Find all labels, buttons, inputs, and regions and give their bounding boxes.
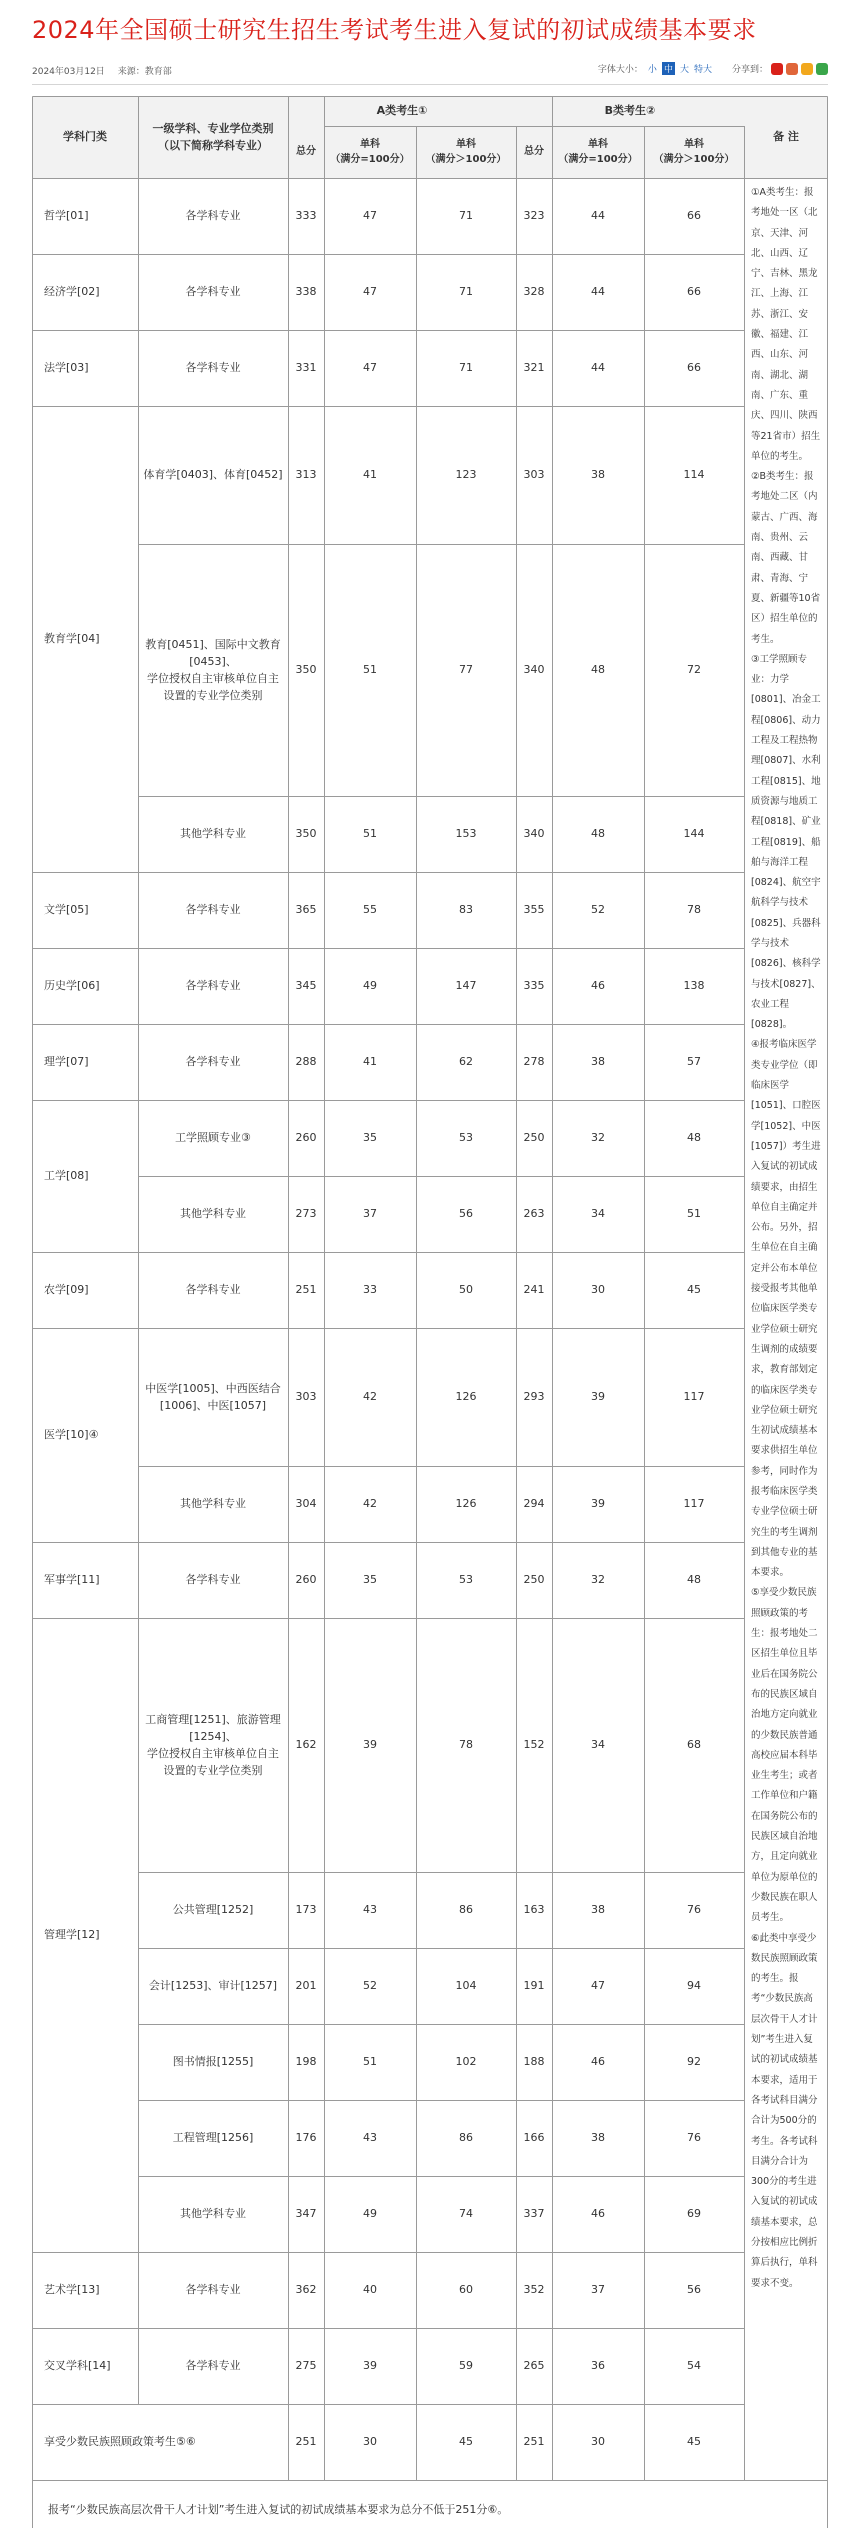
score-cell-b-total: 335 (523, 979, 545, 993)
score-cell-a-s1: 39 (363, 1738, 377, 1752)
score-cell-b-total: 265 (523, 2359, 545, 2373)
category-cell: 各学科专业 (185, 209, 241, 223)
score-cell-a-s1: 55 (363, 903, 377, 917)
score-cell-a-s2: 78 (459, 1738, 473, 1752)
score-cell-a-s2: 62 (459, 1055, 473, 1069)
subject-cell: 管理学[12] (44, 1928, 100, 1942)
score-cell-a-s1: 49 (363, 2207, 377, 2221)
subject-cell: 哲学[01] (44, 209, 89, 223)
score-cell-a-s1: 52 (363, 1979, 377, 1993)
subject-cell: 理学[07] (44, 1055, 89, 1069)
score-cell-a-s1: 43 (363, 2131, 377, 2145)
score-cell-a-total: 350 (295, 827, 317, 841)
score-cell-b-s2: 66 (687, 209, 701, 223)
category-cell: 各学科专业 (185, 1283, 241, 1297)
score-cell-a-total: 347 (295, 2207, 317, 2221)
score-cell-b-s1: 44 (591, 285, 605, 299)
font-size-xlarge[interactable]: 特大 (693, 65, 712, 75)
col-header-single2: 单科 （满分＞100分） (425, 138, 507, 165)
score-cell-b-total: 352 (523, 2283, 545, 2297)
wechat-share-icon[interactable] (816, 63, 828, 75)
score-cell-a-total: 251 (295, 2435, 317, 2449)
font-size-medium[interactable]: 中 (662, 62, 675, 75)
remark-item: ②B类考生：报考地处二区（内蒙古、广西、海南、贵州、云南、西藏、甘肃、青海、宁夏、新疆等10省区）招生单位的考生。 (751, 471, 821, 645)
score-cell-a-total: 288 (295, 1055, 317, 1069)
col-header-total: 总分 (296, 146, 316, 158)
score-cell-a-s1: 43 (363, 1903, 377, 1917)
subject-cell: 军事学[11] (44, 1573, 100, 1587)
score-cell-a-s2: 53 (459, 1131, 473, 1145)
score-cell-a-s1: 37 (363, 1207, 377, 1221)
score-cell-b-s2: 76 (687, 1903, 701, 1917)
col-header-subject: 学科门类 (63, 130, 107, 144)
score-cell-b-s2: 114 (683, 468, 705, 482)
score-cell-b-s1: 30 (591, 1283, 605, 1297)
publish-date: 2024年03月12日 (32, 67, 105, 77)
category-cell: 教育[0451]、国际中文教育[0453]、 学位授权自主审核单位自主设置的专业学位类别 (145, 637, 281, 703)
score-cell-b-total: 263 (523, 1207, 545, 1221)
score-cell-a-s2: 123 (455, 468, 477, 482)
score-cell-b-total: 152 (523, 1738, 545, 1752)
score-cell-b-s1: 48 (591, 827, 605, 841)
score-cell-b-total: 340 (523, 827, 545, 841)
score-cell-a-s2: 147 (455, 979, 477, 993)
score-cell-b-total: 321 (523, 361, 545, 375)
meta-tools (598, 62, 828, 75)
score-cell-b-s2: 56 (687, 2283, 701, 2297)
title-divider (32, 84, 828, 85)
score-cell-b-s2: 48 (687, 1573, 701, 1587)
score-cell-a-s1: 40 (363, 2283, 377, 2297)
score-cell-a-s2: 153 (455, 827, 477, 841)
subject-cell: 工学[08] (44, 1169, 89, 1183)
score-cell-b-total: 251 (523, 2435, 545, 2449)
score-cell-b-s1: 30 (591, 2435, 605, 2449)
category-cell: 图书情报[1255] (172, 2055, 254, 2069)
remark-item: ⑥此类中享受少数民族照顾政策的考生。报考“少数民族高层次骨干人才计划”考生进入复试的初试成绩基本要求，适用于各考试科目满分合计为500分的考生。各考试科目满分合计为300分的考生进入复试的初试成绩基本要求，总分按相应比例折算后执行，单科要求不变。 (751, 1932, 818, 2289)
score-cell-a-total: 331 (295, 361, 317, 375)
remark-item: ③工学照顾专业：力学[0801]、冶金工程[0806]、动力工程及工程热物理[0807]、水利工程[0815]、地质资源与地质工程[0818]、矿业工程[0819]、船舶与海洋工程[0824]、航空宇航科学与技术[0825]、兵器科学与技术[0826]、核科学与技术[0827]、农业工程[0828]。 (751, 653, 821, 1031)
category-cell: 工程管理[1256] (172, 2131, 254, 2145)
subject-cell: 法学[03] (44, 361, 89, 375)
score-cell-a-s2: 74 (459, 2207, 473, 2221)
score-cell-b-total: 355 (523, 903, 545, 917)
page-title: 2024年全国硕士研究生招生考试考生进入复试的初试成绩基本要求 (32, 16, 757, 44)
score-cell-b-total: 323 (523, 209, 545, 223)
category-cell: 各学科专业 (185, 2359, 241, 2373)
score-cell-a-s1: 42 (363, 1497, 377, 1511)
score-cell-b-s1: 34 (591, 1207, 605, 1221)
score-cell-a-s2: 71 (459, 209, 473, 223)
score-cell-a-s1: 51 (363, 827, 377, 841)
score-cell-b-s1: 38 (591, 1055, 605, 1069)
subject-cell: 享受少数民族照顾政策考生⑤⑥ (44, 2435, 196, 2449)
share-label: 分享到： (731, 65, 768, 75)
score-cell-b-total: 278 (523, 1055, 545, 1069)
category-cell: 公共管理[1252] (172, 1903, 254, 1917)
score-cell-b-s2: 66 (687, 361, 701, 375)
score-cell-a-s2: 104 (455, 1979, 477, 1993)
col-header-b-group: B类考生② (604, 104, 656, 118)
score-table (32, 96, 828, 2528)
category-cell: 各学科专业 (185, 903, 241, 917)
score-cell-b-s2: 94 (687, 1979, 701, 1993)
score-cell-a-s2: 53 (459, 1573, 473, 1587)
score-cell-a-s2: 126 (455, 1390, 477, 1404)
score-cell-b-s2: 78 (687, 903, 701, 917)
score-cell-b-s2: 57 (687, 1055, 701, 1069)
score-cell-a-s1: 35 (363, 1131, 377, 1145)
score-cell-a-s1: 41 (363, 1055, 377, 1069)
category-cell: 会计[1253]、审计[1257] (148, 1979, 278, 1993)
score-cell-a-total: 303 (295, 1390, 317, 1404)
qzone-share-icon[interactable] (786, 63, 798, 75)
col-header-total: 总分 (524, 146, 544, 158)
score-cell-a-s1: 39 (363, 2359, 377, 2373)
font-size-switcher (598, 62, 712, 75)
score-cell-b-s2: 117 (683, 1497, 705, 1511)
remarks-cell (745, 179, 827, 2479)
score-cell-b-total: 250 (523, 1131, 545, 1145)
category-cell: 其他学科专业 (180, 1497, 246, 1511)
col-header-single1: 单科 （满分=100分） (558, 138, 638, 165)
score-cell-a-total: 260 (295, 1573, 317, 1587)
score-cell-a-s2: 86 (459, 2131, 473, 2145)
score-cell-b-s1: 37 (591, 2283, 605, 2297)
score-cell-a-s1: 51 (363, 2055, 377, 2069)
score-cell-a-s1: 33 (363, 1283, 377, 1297)
score-cell-b-s1: 46 (591, 979, 605, 993)
score-cell-b-total: 250 (523, 1573, 545, 1587)
subject-cell: 交叉学科[14] (44, 2359, 111, 2373)
score-cell-a-total: 345 (295, 979, 317, 993)
score-cell-a-s2: 60 (459, 2283, 473, 2297)
category-cell: 各学科专业 (185, 2283, 241, 2297)
score-cell-a-s1: 35 (363, 1573, 377, 1587)
table-footnote: 报考“少数民族高层次骨干人才计划”考生进入复试的初试成绩基本要求为总分不低于251分⑥。 (48, 2503, 509, 2516)
subject-cell: 艺术学[13] (44, 2283, 100, 2297)
score-cell-b-s2: 45 (687, 1283, 701, 1297)
col-header-remarks: 备 注 (773, 130, 799, 144)
score-cell-b-s1: 52 (591, 903, 605, 917)
col-header-single2: 单科 （满分＞100分） (653, 138, 735, 165)
score-cell-b-s2: 138 (683, 979, 705, 993)
score-cell-b-s1: 32 (591, 1573, 605, 1587)
score-cell-b-s1: 39 (591, 1497, 605, 1511)
score-cell-a-total: 273 (295, 1207, 317, 1221)
col-header-category: 一级学科、专业学位类别 （以下简称学科专业） (152, 121, 274, 152)
score-cell-b-s1: 46 (591, 2207, 605, 2221)
score-cell-b-total: 340 (523, 663, 545, 677)
score-cell-a-s1: 47 (363, 285, 377, 299)
score-cell-b-s2: 54 (687, 2359, 701, 2373)
score-cell-b-total: 293 (523, 1390, 545, 1404)
score-cell-a-total: 176 (295, 2131, 317, 2145)
score-cell-a-total: 350 (295, 663, 317, 677)
score-cell-b-s2: 144 (683, 827, 705, 841)
remark-item: ⑤享受少数民族照顾政策的考生：报考地处二区招生单位且毕业后在国务院公布的民族区域自治地方定向就业的少数民族普通高校应届本科毕业生考生；或者工作单位和户籍在国务院公布的民族区域自治地方，且定向就业单位为原单位的少数民族在职人员考生。 (751, 1587, 818, 1924)
score-cell-a-s1: 47 (363, 209, 377, 223)
score-cell-a-s1: 42 (363, 1390, 377, 1404)
subject-cell: 文学[05] (44, 903, 89, 917)
score-cell-a-total: 173 (295, 1903, 317, 1917)
score-cell-b-total: 163 (523, 1903, 545, 1917)
score-cell-a-s1: 47 (363, 361, 377, 375)
score-cell-a-total: 275 (295, 2359, 317, 2373)
score-cell-a-total: 338 (295, 285, 317, 299)
qq-share-icon[interactable] (801, 63, 813, 75)
score-cell-a-s1: 49 (363, 979, 377, 993)
score-cell-b-s2: 68 (687, 1738, 701, 1752)
score-cell-b-s1: 44 (591, 209, 605, 223)
article-meta (32, 62, 828, 78)
score-cell-b-total: 241 (523, 1283, 545, 1297)
weibo-share-icon[interactable] (771, 63, 783, 75)
score-cell-b-s1: 48 (591, 663, 605, 677)
score-cell-a-s2: 50 (459, 1283, 473, 1297)
score-cell-b-s2: 66 (687, 285, 701, 299)
font-size-large[interactable]: 大 (679, 65, 689, 75)
score-cell-a-total: 304 (295, 1497, 317, 1511)
subject-cell: 历史学[06] (44, 979, 100, 993)
col-header-single1: 单科 （满分=100分） (330, 138, 410, 165)
score-cell-b-s1: 38 (591, 1903, 605, 1917)
score-cell-a-s2: 59 (459, 2359, 473, 2373)
score-cell-b-s2: 51 (687, 1207, 701, 1221)
score-cell-a-s2: 77 (459, 663, 473, 677)
score-cell-b-s1: 36 (591, 2359, 605, 2373)
score-cell-a-s2: 71 (459, 285, 473, 299)
score-cell-b-s1: 46 (591, 2055, 605, 2069)
score-cell-a-s2: 71 (459, 361, 473, 375)
score-cell-b-s1: 39 (591, 1390, 605, 1404)
subject-cell: 教育学[04] (44, 632, 100, 646)
score-cell-a-s2: 45 (459, 2435, 473, 2449)
score-cell-b-s2: 69 (687, 2207, 701, 2221)
score-cell-a-s2: 102 (455, 2055, 477, 2069)
score-cell-a-total: 251 (295, 1283, 317, 1297)
score-cell-b-s1: 47 (591, 1979, 605, 1993)
remark-item: ④报考临床医学类专业学位（即临床医学[1051]、口腔医学[1052]、中医[1057]）考生进入复试的初试成绩要求，由招生单位自主确定并公布。另外，招生单位在自主确定并公布本单位接受报考其他单位临床医学类专业学位硕士研究生调剂的成绩要求，教育部划定的临床医学类专业学位硕士研究生初试成绩基本要求供招生单位参考，同时作为报考临床医学类专业学位硕士研究生的考生调剂到其他专业的基本要求。 (751, 1039, 821, 1579)
score-cell-a-s2: 86 (459, 1903, 473, 1917)
score-cell-b-s1: 32 (591, 1131, 605, 1145)
score-cell-a-total: 365 (295, 903, 317, 917)
score-cell-b-s1: 38 (591, 2131, 605, 2145)
score-cell-b-total: 166 (523, 2131, 545, 2145)
meta-info (32, 64, 182, 77)
score-cell-b-total: 303 (523, 468, 545, 482)
category-cell: 各学科专业 (185, 979, 241, 993)
category-cell: 各学科专业 (185, 285, 241, 299)
score-cell-a-total: 333 (295, 209, 317, 223)
score-cell-b-s1: 44 (591, 361, 605, 375)
subject-cell: 经济学[02] (44, 285, 100, 299)
remark-item: ①A类考生：报考地处一区（北京、天津、河北、山西、辽宁、吉林、黑龙江、上海、江苏、浙江、安徽、福建、江西、山东、河南、湖北、湖南、广东、重庆、四川、陕西等21省市）招生单位的考生。 (751, 187, 821, 462)
score-cell-b-s2: 45 (687, 2435, 701, 2449)
category-cell: 工商管理[1251]、旅游管理[1254]、 学位授权自主审核单位自主设置的专业学位类别 (145, 1712, 281, 1778)
category-cell: 其他学科专业 (180, 1207, 246, 1221)
category-cell: 各学科专业 (185, 1055, 241, 1069)
category-cell: 其他学科专业 (180, 827, 246, 841)
score-cell-b-s2: 117 (683, 1390, 705, 1404)
col-header-a-group: A类考生① (376, 104, 428, 118)
score-cell-b-total: 191 (523, 1979, 545, 1993)
font-size-label: 字体大小： (597, 65, 643, 75)
score-cell-a-s1: 41 (363, 468, 377, 482)
score-cell-a-total: 362 (295, 2283, 317, 2297)
score-cell-b-s2: 72 (687, 663, 701, 677)
score-cell-b-total: 328 (523, 285, 545, 299)
score-cell-b-total: 294 (523, 1497, 545, 1511)
score-cell-b-total: 337 (523, 2207, 545, 2221)
score-cell-b-s1: 34 (591, 1738, 605, 1752)
score-cell-b-s1: 38 (591, 468, 605, 482)
score-cell-a-s1: 51 (363, 663, 377, 677)
score-cell-b-s2: 76 (687, 2131, 701, 2145)
category-cell: 其他学科专业 (180, 2207, 246, 2221)
subject-cell: 农学[09] (44, 1283, 89, 1297)
score-cell-a-s2: 126 (455, 1497, 477, 1511)
score-cell-a-total: 162 (295, 1738, 317, 1752)
score-cell-a-total: 260 (295, 1131, 317, 1145)
score-cell-a-s2: 56 (459, 1207, 473, 1221)
subject-cell: 医学[10]④ (44, 1428, 99, 1442)
score-cell-b-total: 188 (523, 2055, 545, 2069)
category-cell: 各学科专业 (185, 1573, 241, 1587)
category-cell: 中医学[1005]、中西医结合[1006]、中医[1057] (145, 1381, 281, 1412)
font-size-small[interactable]: 小 (647, 65, 657, 75)
category-cell: 体育学[0403]、体育[0452] (143, 468, 283, 482)
score-cell-a-total: 313 (295, 468, 317, 482)
score-cell-b-s2: 92 (687, 2055, 701, 2069)
source: 来源：教育部 (117, 67, 172, 77)
score-cell-a-s1: 30 (363, 2435, 377, 2449)
score-cell-a-total: 201 (295, 1979, 317, 1993)
score-cell-a-s2: 83 (459, 903, 473, 917)
score-cell-b-s2: 48 (687, 1131, 701, 1145)
score-cell-a-total: 198 (295, 2055, 317, 2069)
category-cell: 各学科专业 (185, 361, 241, 375)
category-cell: 工学照顾专业③ (175, 1131, 251, 1145)
